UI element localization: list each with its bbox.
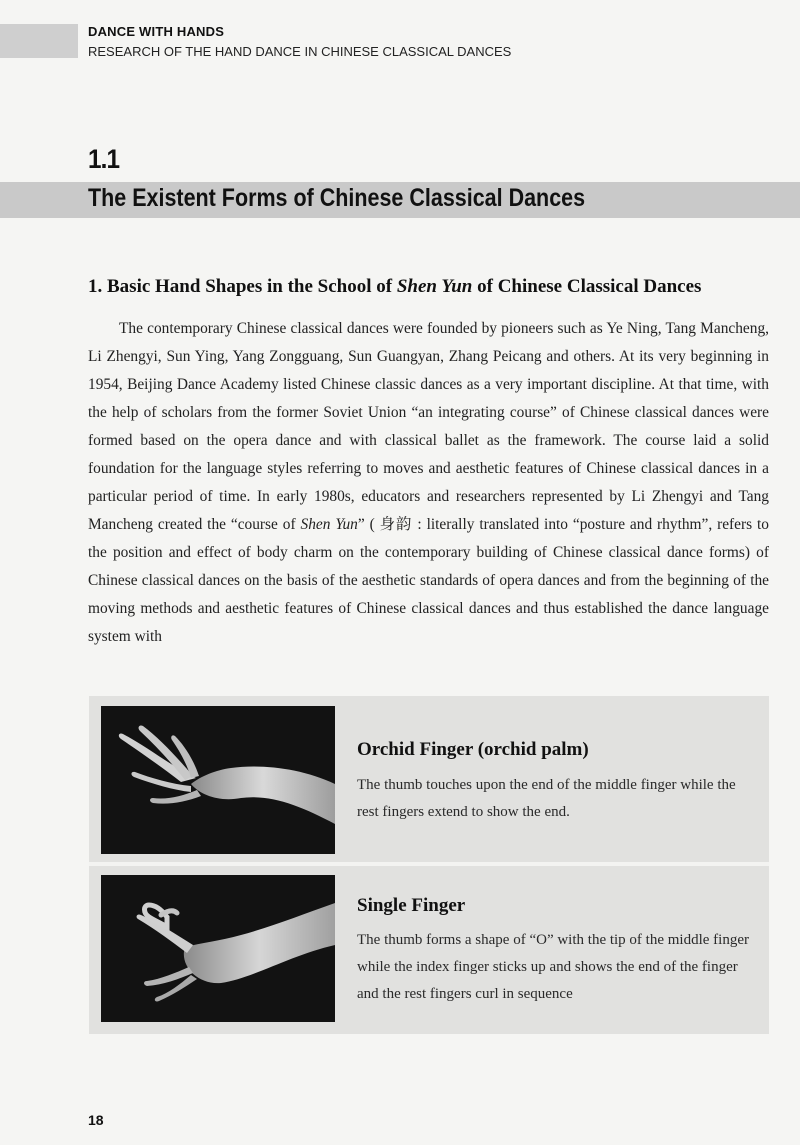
figure-1-description: The thumb touches upon the end of the middle finger while the rest fingers extend to show the end. [357,777,736,820]
paragraph-italic-term: Shen Yun [300,516,358,533]
orchid-finger-hand-photo-icon [101,706,335,854]
section-heading-prefix: 1. Basic Hand Shapes in the School of [88,276,397,297]
paragraph-part-1: The contemporary Chinese classical dances were founded by pioneers such as Ye Ning, Tang Mancheng, Li Zhengyi, Sun Ying, Yang Zongguang, Sun Guangyan, Zhang Peicang and others. At its very beginning in 1954, Beijing Dance Academy listed Chinese classic dances as a very important discipline. At that time, with the help of scholars from the former Soviet Union “an integrating course” of Chinese classical dances were formed based on the opera dance and with classical ballet as the framework. The course laid a solid foundation for the language styles referring to moves and aesthetic features of Chinese classical dances in a particular period of time. In early 1980s, educators and researchers represented by Li Zhengyi and Tang Mancheng created the “course of [88,320,769,533]
body-paragraph [88,315,769,651]
figure-divider [89,862,769,866]
section-heading [88,276,788,298]
single-finger-hand-photo-icon [101,875,335,1022]
figure-2-title: Single Finger [357,895,466,916]
section-heading-italic: Shen Yun [396,276,473,297]
chapter-title: The Existent Forms of Chinese Classical Dances [88,184,586,212]
section-heading-suffix: of Chinese Classical Dances [472,276,702,297]
running-header-bar [0,24,78,58]
running-header-subtitle: RESEARCH OF THE HAND DANCE IN CHINESE CLASSICAL DANCES [88,44,512,59]
page-number: 18 [88,1112,104,1128]
running-header-title: DANCE WITH HANDS [88,24,225,39]
figure-2-description: The thumb forms a shape of “O” with the tip of the middle finger while the index finger sticks up and shows the end of the finger and the rest fingers curl in sequence [357,932,749,1002]
figure-1-title: Orchid Finger (orchid palm) [357,739,589,760]
paragraph-part-2: ” ( 身韵 : literally translated into “posture and rhythm”, refers to the position and effect of body charm on the contemporary building of Chinese classical dance forms) of Chinese classical dances on the basis of the aesthetic standards of opera dances and from the beginning of the moving methods and aesthetic features of Chinese classical dances and thus established the dance language system with [88,516,769,645]
chapter-number: 1.1 [88,144,120,174]
